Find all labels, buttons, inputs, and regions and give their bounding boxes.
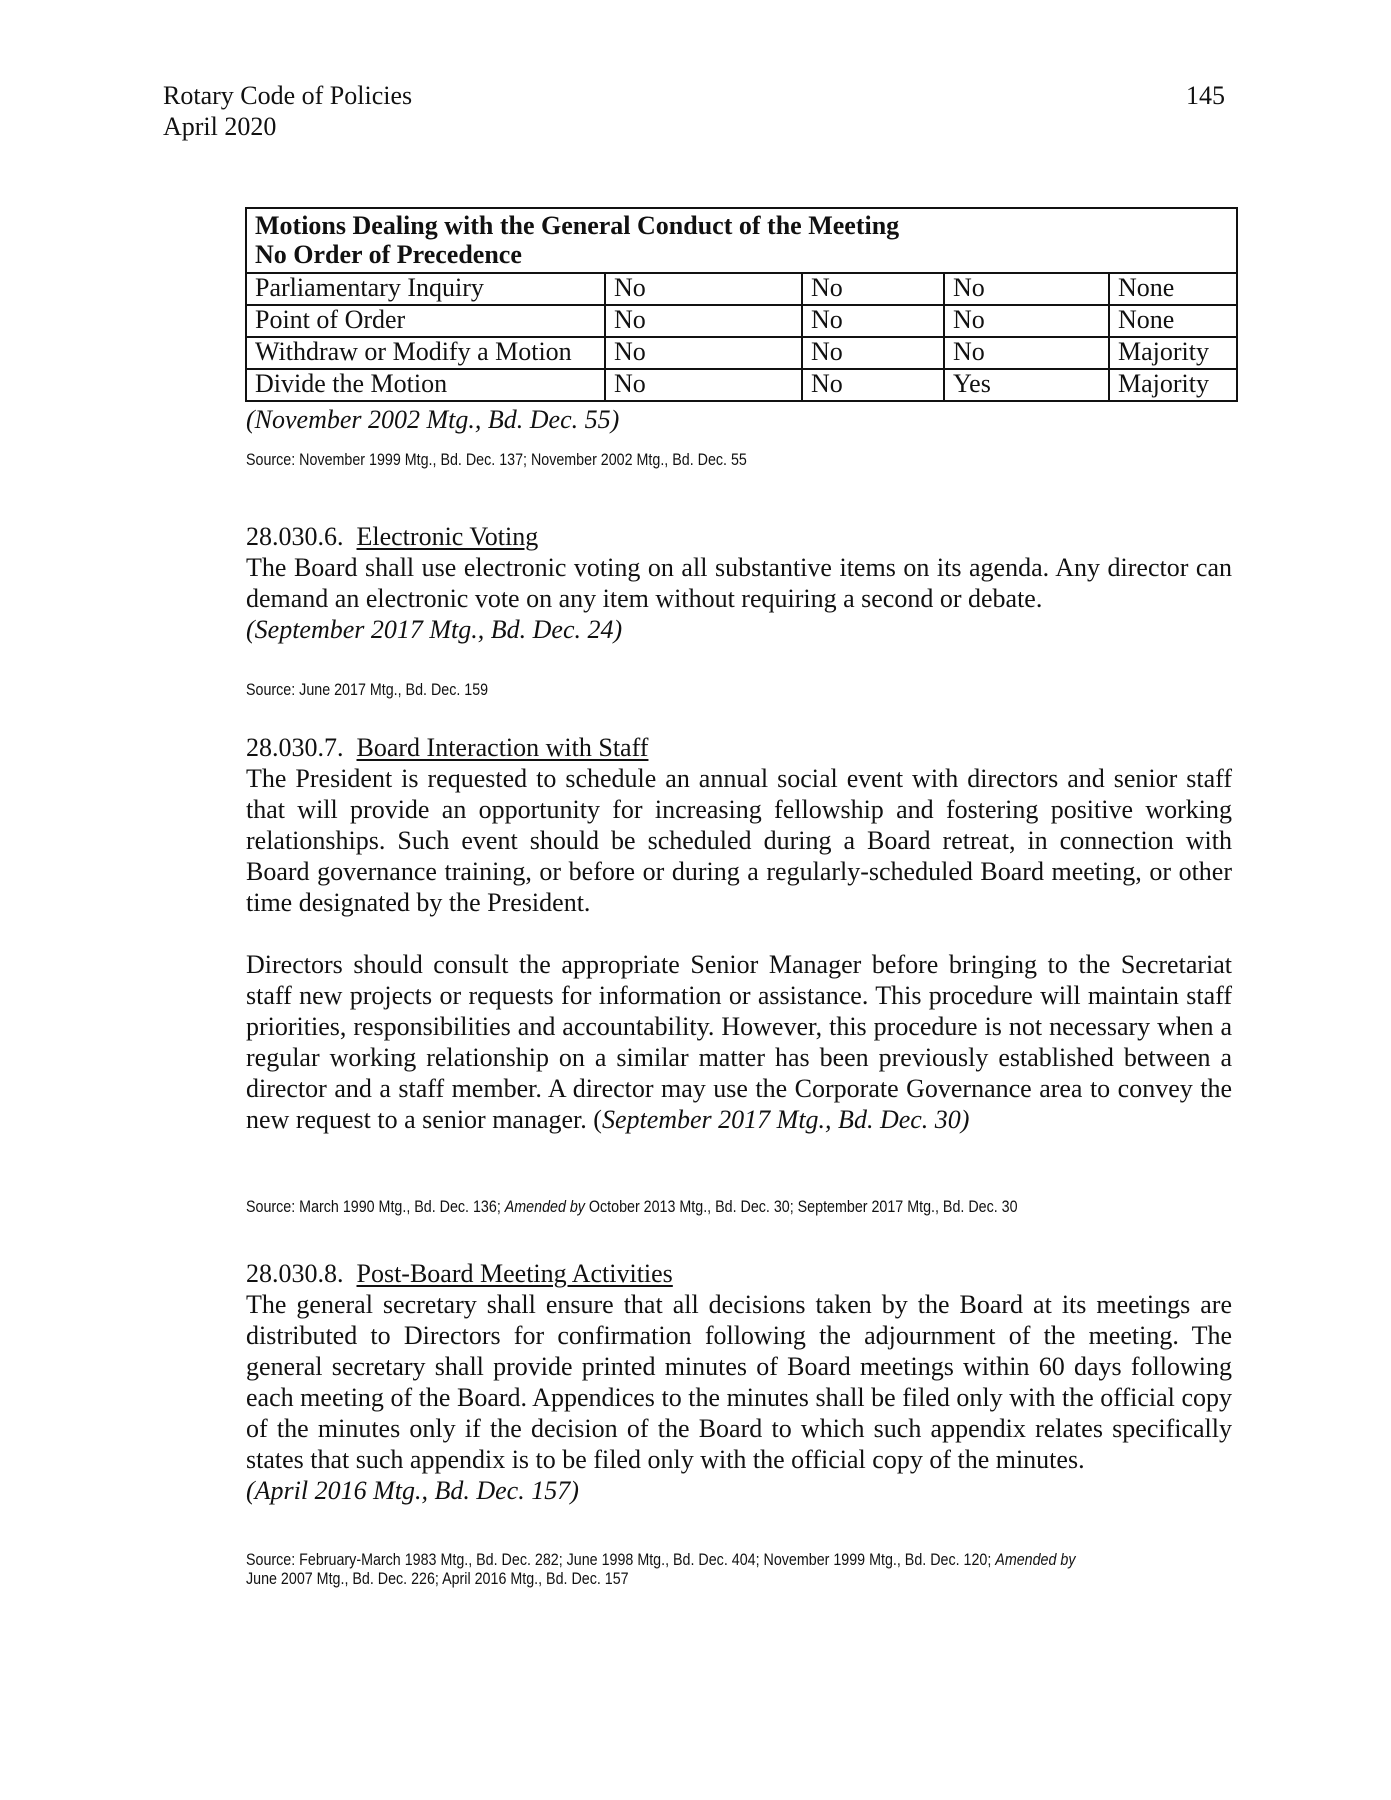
motion-name: Withdraw or Modify a Motion [246, 337, 605, 369]
section-title: Board Interaction with Staff [356, 733, 649, 762]
table-row [246, 337, 1237, 369]
section-paragraph [246, 949, 1232, 1135]
table-source: Source: November 1999 Mtg., Bd. Dec. 137; November 2002 Mtg., Bd. Dec. 55 [246, 450, 747, 469]
table-cell: No [605, 273, 802, 305]
table-cell: No [605, 337, 802, 369]
table-cell: No [605, 369, 802, 401]
vote-required: None [1109, 273, 1237, 305]
table-title-line1: Motions Dealing with the General Conduct of the Meeting [255, 211, 900, 240]
table-row [246, 273, 1237, 305]
section-source [246, 1197, 1074, 1216]
table-row [246, 369, 1237, 401]
table-cell: Yes [944, 369, 1109, 401]
document-date: April 2020 [163, 112, 277, 141]
section-citation: (September 2017 Mtg., Bd. Dec. 24) [246, 615, 623, 644]
source-amended-label: Amended by [995, 1550, 1076, 1569]
table-header-row [246, 208, 1237, 273]
section-number: 28.030.7. [246, 733, 344, 762]
table-title [246, 208, 1237, 273]
table-row [246, 305, 1237, 337]
section-electronic-voting [246, 521, 1232, 645]
section-citation: (April 2016 Mtg., Bd. Dec. 157) [246, 1476, 579, 1505]
section-title: Post-Board Meeting Activities [356, 1259, 673, 1288]
table-cell: No [802, 369, 944, 401]
section-paragraph: The Board shall use electronic voting on all substantive items on its agenda. Any director can demand an electronic vote on any item without requiring a second or debate. [246, 553, 1232, 613]
source-text: Source: March 1990 Mtg., Bd. Dec. 136; [246, 1197, 505, 1216]
table-cell: No [802, 337, 944, 369]
motion-name: Point of Order [246, 305, 605, 337]
source-text: October 2013 Mtg., Bd. Dec. 30; September 2017 Mtg., Bd. Dec. 30 [584, 1197, 1018, 1216]
table-cell: No [802, 305, 944, 337]
running-header [163, 80, 412, 142]
motions-table [245, 207, 1238, 402]
table-citation: (November 2002 Mtg., Bd. Dec. 55) [246, 405, 620, 434]
source-text: June 2007 Mtg., Bd. Dec. 226; April 2016 Mtg., Bd. Dec. 157 [246, 1569, 629, 1588]
section-source: Source: June 2017 Mtg., Bd. Dec. 159 [246, 680, 489, 699]
motion-name: Parliamentary Inquiry [246, 273, 605, 305]
section-heading [246, 732, 1232, 763]
table-cell: No [802, 273, 944, 305]
table-cell: No [944, 305, 1109, 337]
section-paragraph: The general secretary shall ensure that all decisions taken by the Board at its meetings are distributed to Directors for confirmation following the adjournment of the meeting. The general secretary shall provide printed minutes of Board meetings within 60 days following each meeting of the Board. Appendices to the minutes shall be filed only with the official copy of the minutes only if the decision of the Board to which such appendix relates specifically states that such appendix is to be filed only with the official copy of the minutes. [246, 1290, 1232, 1474]
table-title-line2: No Order of Precedence [255, 240, 522, 269]
section-heading [246, 521, 1232, 552]
section-board-interaction [246, 732, 1232, 1135]
section-post-board-activities [246, 1258, 1232, 1506]
section-heading [246, 1258, 1232, 1289]
document-title: Rotary Code of Policies [163, 81, 413, 110]
motion-name: Divide the Motion [246, 369, 605, 401]
vote-required: None [1109, 305, 1237, 337]
table-cell: No [944, 273, 1109, 305]
table-cell: No [605, 305, 802, 337]
section-citation: September 2017 Mtg., Bd. Dec. 30) [601, 1105, 970, 1134]
section-title: Electronic Voting [356, 522, 539, 551]
section-number: 28.030.6. [246, 522, 344, 551]
table-cell: No [944, 337, 1109, 369]
paragraph-text: Directors should consult the appropriate Senior Manager before bringing to the Secretariat staff new projects or requests for information or assistance. This procedure will maintain staff priorities, responsibilities and accountability. However, this procedure is not necessary when a regular working relationship on a similar matter has been previously established between a director and a staff member. A director may use the Corporate Governance area to convey the new request to a senior manager. ( [246, 950, 1232, 1134]
section-number: 28.030.8. [246, 1259, 344, 1288]
page-number: 145 [1186, 81, 1225, 110]
vote-required: Majority [1109, 369, 1237, 401]
source-amended-label: Amended by [504, 1197, 585, 1216]
vote-required: Majority [1109, 337, 1237, 369]
section-source [246, 1550, 1074, 1588]
section-paragraph: The President is requested to schedule an annual social event with directors and senior staff that will provide an opportunity for increasing fellowship and fostering positive working relationships. Such event should be scheduled during a Board retreat, in connection with Board governance training, or before or during a regularly-scheduled Board meeting, or other time designated by the President. [246, 764, 1232, 917]
source-text: Source: February-March 1983 Mtg., Bd. Dec. 282; June 1998 Mtg., Bd. Dec. 404; November 1999 Mtg., Bd. Dec. 120; [246, 1550, 996, 1569]
